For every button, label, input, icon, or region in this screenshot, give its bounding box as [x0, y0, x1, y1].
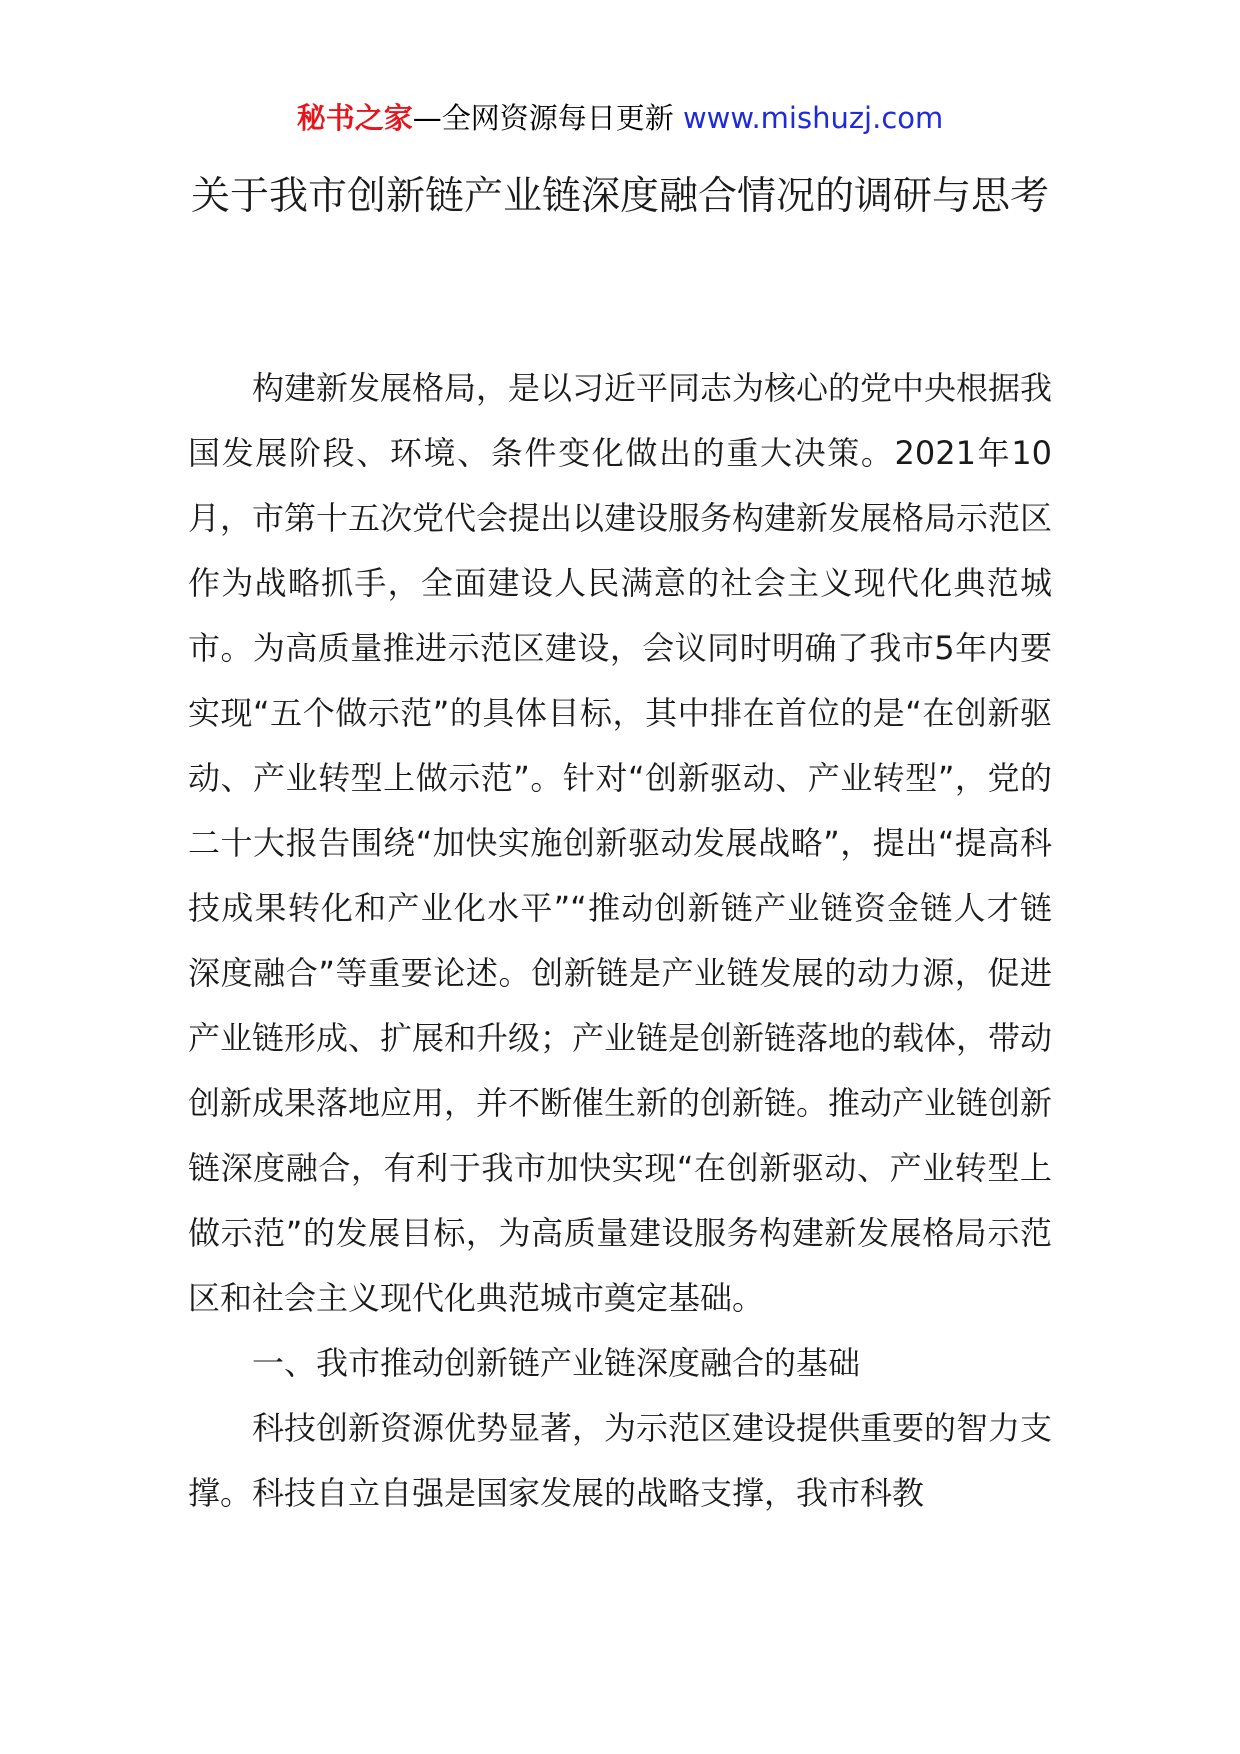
intro-paragraph: 构建新发展格局，是以习近平同志为核心的党中央根据我国发展阶段、环境、条件变化做出的重大决策。2021年10月，市第十五次党代会提出以建设服务构建新发展格局示范区作为战略抓手，全面建设人民满意的社会主义现代化典范城市。为高质量推进示范区建设，会议同时明确了我市5年内要实现“五个做示范”的具体目标，其中排在首位的是“在创新驱动、产业转型上做示范”。针对“创新驱动、产业转型”，党的二十大报告围绕“加快实施创新驱动发展战略”，提出“提高科技成果转化和产业化水平”“推动创新链产业链资金链人才链深度融合”等重要论述。创新链是产业链发展的动力源，促进产业链形成、扩展和升级；产业链是创新链落地的载体，带动创新成果落地应用，并不断催生新的创新链。推动产业链创新链深度融合，有利于我市加快实现“在创新驱动、产业转型上做示范”的发展目标，为高质量建设服务构建新发展格局示范区和社会主义现代化典范城市奠定基础。 — [188, 369, 1053, 1317]
header-tagline: —全网资源每日更新 — [412, 101, 683, 135]
site-url-link[interactable]: www.mishuzj.com — [682, 101, 944, 135]
body-paragraph: 科技创新资源优势显著，为示范区建设提供重要的智力支撑。科技自立自强是国家发展的战略支撑，我市科教 — [188, 1409, 1053, 1512]
document-body — [188, 356, 1052, 1526]
document-title: 关于我市创新链产业链深度融合情况的调研与思考 — [190, 174, 1049, 219]
brand-name: 秘书之家 — [296, 101, 413, 135]
site-header — [0, 98, 1240, 138]
section-heading: 一、我市推动创新链产业链深度融合的基础 — [252, 1344, 861, 1382]
